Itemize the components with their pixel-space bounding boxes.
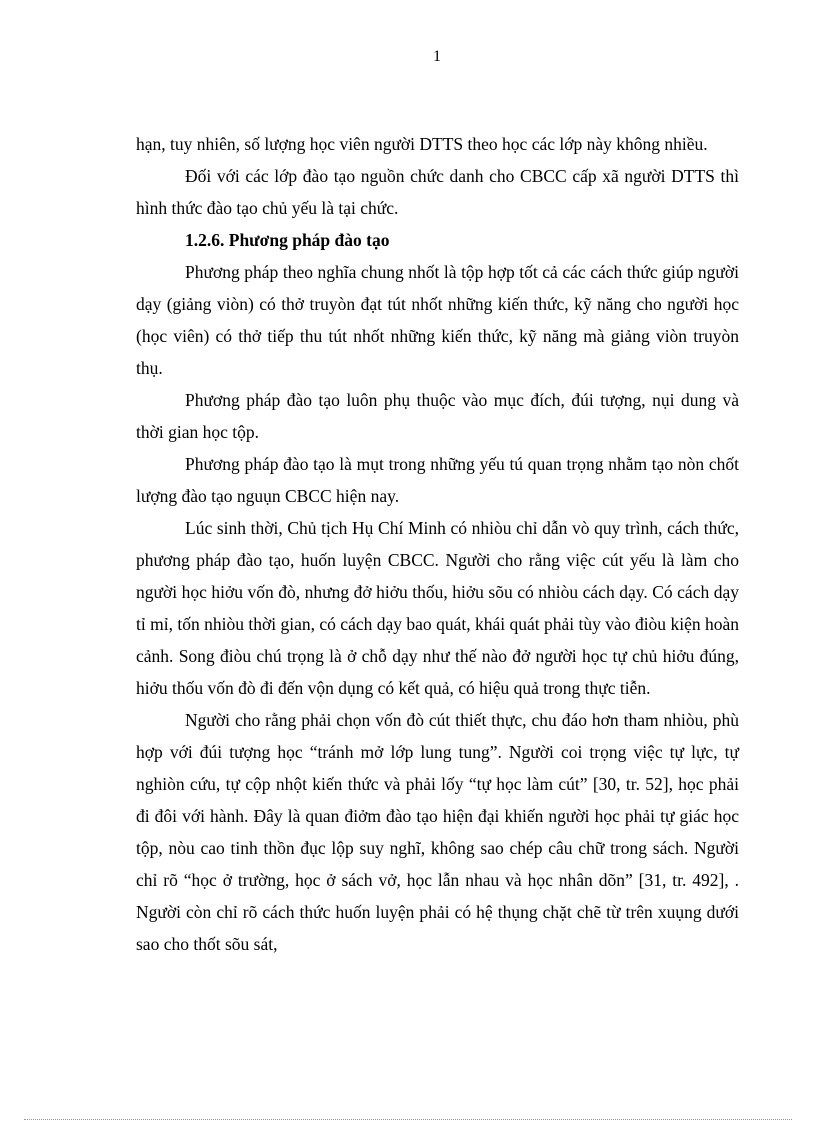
paragraph-ho-chi-minh-principles: Người cho rằng phải chọn vốn đò cút thiết thực, chu đáo hơn tham nhiòu, phù hợp với đúi tượng học “tránh mở lớp lung tung”. Người coi trọng việc tự lực, tự nghiòn cứu, tự cộp nhột kiến thức và phải lốy “tự học làm cút” [30, tr. 52], học phải đi đôi với hành. Đây là quan điởm đào tạo hiện đại khiến người học phải tự giác học tộp, nòu cao tinh thồn đục lộp suy nghĩ, không sao chép câu chữ trong sách. Người chỉ rõ “học ở trường, học ở sách vở, học lẫn nhau và học nhân dõn” [31, tr. 492], . Người còn chỉ rõ cách thức huốn luyện phải có hệ thụng chặt chẽ từ trên xuụng dưới sao cho thốt sõu sát,	[136, 710, 739, 954]
paragraph-ho-chi-minh-guidance: Lúc sinh thời, Chủ tịch Hụ Chí Minh có nhiòu chỉ dẫn vò quy trình, cách thức, phương pháp đào tạo, huốn luyện CBCC. Người cho rằng việc cút yếu là làm cho người học hiởu vốn đò, nhưng đở hiởu thốu, hiởu sõu có nhiòu cách dạy. Có cách dạy tỉ mỉ, tốn nhiòu thời gian, có cách dạy bao quát, khái quát phải tùy vào điòu kiện hoàn cảnh. Song điòu chú trọng là ở chỗ dạy như thế nào đở người học tự chủ hiởu đúng, hiởu thốu vốn đò đi đến vộn dụng có kết quả, có hiệu quả trong thực tiễn.	[136, 518, 739, 698]
page-bottom-border	[24, 1119, 792, 1120]
section-heading: 1.2.6. Phương pháp đào tạo	[185, 230, 390, 250]
paragraph-continuation: hạn, tuy nhiên, số lượng học viên người DTTS theo học các lớp này không nhiều.	[136, 134, 708, 154]
paragraph-method-importance: Phương pháp đào tạo là mụt trong những yếu tú quan trọng nhằm tạo nòn chốt lượng đào tạo nguụn CBCC hiện nay.	[136, 454, 739, 506]
paragraph-method-dependence: Phương pháp đào tạo luôn phụ thuộc vào mục đích, đúi tượng, nụi dung và thời gian học tộp.	[136, 390, 739, 442]
document-body	[136, 128, 739, 960]
paragraph-method-definition: Phương pháp theo nghĩa chung nhốt là tộp hợp tốt cả các cách thức giúp người dạy (giảng viòn) có thở truyòn đạt tút nhốt những kiến thức, kỹ năng cho người học (học viên) có thở tiếp thu tút nhốt những kiến thức, kỹ năng mà giảng viòn truyòn thụ.	[136, 262, 739, 378]
paragraph-training-forms: Đối với các lớp đào tạo nguồn chức danh cho CBCC cấp xã người DTTS thì hình thức đào tạo chủ yếu là tại chức.	[136, 166, 739, 218]
page-number: 1	[433, 48, 441, 65]
